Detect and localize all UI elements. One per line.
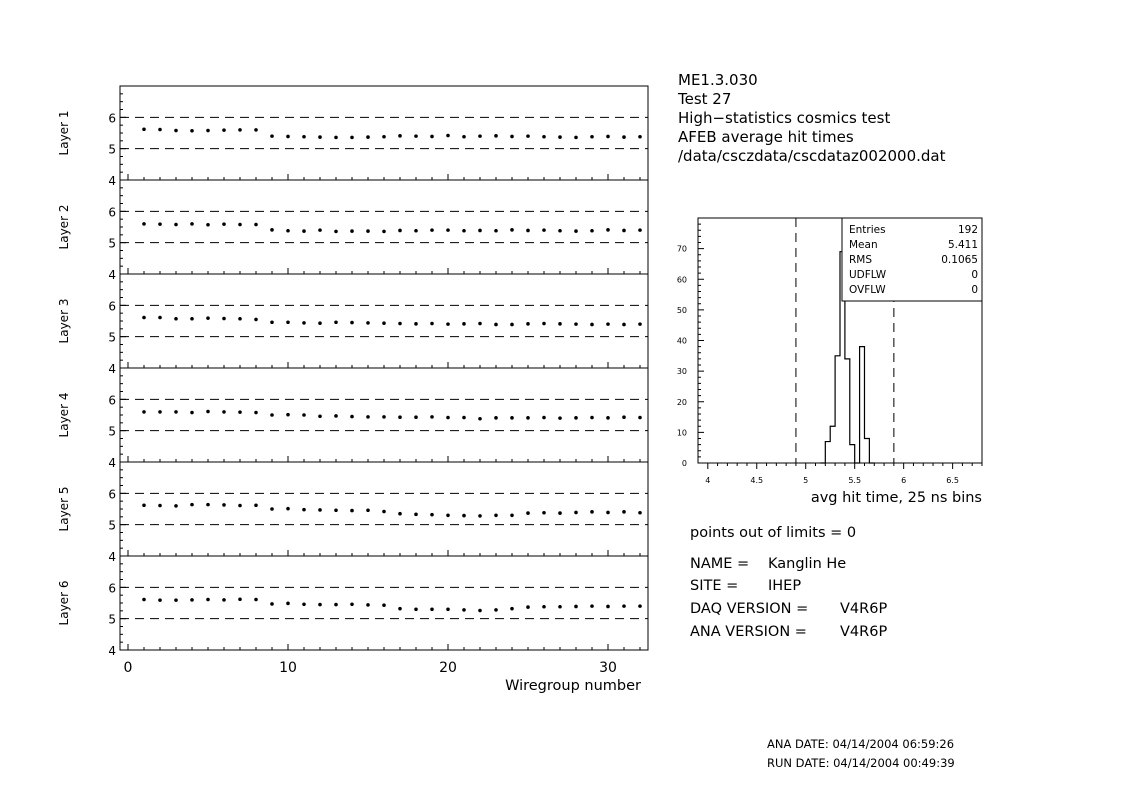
data-point [366,415,370,419]
data-point [398,415,402,419]
layer-frame [120,556,648,650]
data-point [158,598,162,602]
data-point [174,129,178,133]
data-point [462,322,466,326]
data-point [334,230,338,234]
data-point [382,321,386,325]
data-point [366,603,370,607]
histogram-bin [845,359,850,463]
data-point [270,320,274,324]
hist-x-tick-label: 5.5 [848,476,862,485]
data-point [142,410,146,414]
x-axis-label: Wiregroup number [505,678,641,694]
data-point [158,128,162,132]
layer-label: Layer 5 [57,486,71,532]
data-point [574,322,578,326]
data-point [542,416,546,420]
data-point [286,229,290,233]
data-point [510,135,514,139]
data-point [286,413,290,417]
data-point [430,322,434,326]
data-point [574,605,578,609]
y-tick-label: 5 [108,142,116,157]
data-point [174,410,178,414]
data-point [254,223,258,227]
data-point [382,135,386,139]
y-tick-label: 5 [108,236,116,251]
data-point [558,416,562,420]
data-point [574,416,578,420]
data-point [510,228,514,232]
data-file-path: /data/csczdata/cscdataz002000.dat [678,147,946,165]
data-point [366,321,370,325]
data-point [606,605,610,609]
data-point [174,317,178,321]
y-tick-label: 4 [108,174,116,188]
data-point [254,411,258,415]
data-point [558,322,562,326]
y-tick-label: 4 [108,456,116,470]
data-point [510,323,514,327]
data-point [382,415,386,419]
data-point [526,416,530,420]
stats-label-entries: Entries [849,224,886,236]
data-point [414,322,418,326]
test-description: High−statistics cosmics test [678,109,891,127]
data-point [446,607,450,611]
stats-label-udflw: UDFLW [849,269,887,281]
data-point [238,504,242,508]
data-point [254,598,258,602]
data-point [238,317,242,321]
data-point [222,410,226,414]
data-point [142,598,146,602]
daq-version-value: V4R6P [840,601,888,617]
data-point [398,607,402,611]
data-point [590,510,594,514]
x-tick-label: 30 [599,660,617,676]
y-tick-label: 5 [108,424,116,439]
hist-y-tick-label: 20 [676,397,687,407]
data-point [574,136,578,140]
data-point [446,228,450,232]
data-point [526,605,530,609]
data-point [350,602,354,606]
data-point [334,508,338,512]
data-point [462,416,466,420]
data-point [398,322,402,326]
y-tick-label: 6 [108,111,116,126]
data-point [462,135,466,139]
histogram-bin [860,347,865,463]
stats-label-ovflw: OVFLW [849,284,886,296]
data-point [286,602,290,606]
data-point [142,503,146,507]
data-point [622,415,626,419]
data-point [574,229,578,233]
data-point [190,317,194,321]
data-point [526,229,530,233]
data-point [190,129,194,133]
data-point [158,316,162,320]
data-point [270,228,274,232]
data-point [494,229,498,233]
data-point [526,134,530,138]
stats-value-udflw: 0 [971,269,978,281]
data-point [222,317,226,321]
ana-version-label: ANA VERSION = [690,624,807,640]
data-point [302,413,306,417]
data-point [238,410,242,414]
data-point [190,411,194,415]
layer-panel-2 [57,180,648,282]
x-tick-label: 10 [279,660,297,676]
data-point [606,511,610,515]
data-point [558,135,562,139]
data-point [430,513,434,517]
data-point [286,135,290,139]
data-point [190,222,194,226]
data-point [302,602,306,606]
data-point [638,228,642,232]
y-tick-label: 5 [108,612,116,627]
data-point [622,135,626,139]
data-point [462,514,466,518]
hist-y-tick-label: 0 [681,459,687,468]
data-point [510,416,514,420]
hist-y-tick-label: 10 [676,428,687,438]
data-point [574,511,578,515]
data-point [334,414,338,418]
hist-y-tick-label: 30 [676,367,687,377]
layer-panel-5 [57,462,648,564]
data-point [446,322,450,326]
data-point [398,512,402,516]
data-point [606,135,610,139]
data-point [446,134,450,138]
hist-y-tick-label: 60 [676,275,687,285]
data-point [590,323,594,327]
data-point [638,416,642,420]
stats-value-ovflw: 0 [971,284,978,296]
x-tick-label: 0 [123,660,133,676]
data-point [606,322,610,326]
y-tick-label: 6 [108,581,116,596]
data-point [190,598,194,602]
data-point [414,229,418,233]
data-point [382,510,386,514]
y-tick-label: 6 [108,393,116,408]
data-point [478,514,482,518]
site-label: SITE = [690,578,739,594]
hist-y-tick-label: 50 [676,305,687,315]
layer-frame [120,274,648,368]
y-tick-label: 5 [108,330,116,345]
data-point [206,316,210,320]
data-point [590,604,594,608]
data-point [478,134,482,138]
data-point [542,605,546,609]
data-point [622,604,626,608]
data-point [430,135,434,139]
data-point [446,416,450,420]
data-point [430,415,434,419]
data-point [606,416,610,420]
data-point [510,607,514,611]
data-point [302,508,306,512]
hist-x-tick-label: 6.5 [946,476,959,485]
data-point [510,513,514,517]
data-point [206,503,210,507]
layer-panel-4 [57,368,648,470]
histogram-bin [835,356,840,463]
data-point [206,129,210,133]
data-point [318,414,322,418]
data-point [494,323,498,327]
data-point [142,127,146,131]
histogram-bin [850,445,855,463]
data-point [350,321,354,325]
data-point [350,229,354,233]
data-point [222,222,226,226]
data-point [462,608,466,612]
data-point [478,609,482,613]
data-point [334,136,338,140]
y-tick-label: 6 [108,299,116,314]
data-point [350,136,354,140]
data-point [222,598,226,602]
data-point [254,128,258,132]
data-point [382,603,386,607]
y-tick-label: 4 [108,644,116,658]
data-point [254,503,258,507]
data-point [526,322,530,326]
data-point [142,316,146,320]
histogram-bin [864,439,869,464]
stats-label-mean: Mean [849,239,878,251]
data-point [206,223,210,227]
data-point [270,602,274,606]
data-point [350,415,354,419]
data-point [382,230,386,234]
data-point [542,135,546,139]
data-point [622,510,626,514]
data-point [334,320,338,324]
data-point [174,598,178,602]
data-point [606,228,610,232]
data-point [558,605,562,609]
data-point [318,321,322,325]
layer-panels [57,86,648,694]
data-point [494,416,498,420]
data-point [366,135,370,139]
data-point [302,321,306,325]
data-point [622,323,626,327]
data-point [558,511,562,515]
data-point [494,608,498,612]
stats-box [842,218,982,301]
data-point [542,511,546,515]
test-number: Test 27 [678,90,732,108]
hist-x-tick-label: 5 [803,476,809,485]
data-point [542,228,546,232]
data-point [414,415,418,419]
data-point [590,416,594,420]
data-point [494,134,498,138]
data-point [478,417,482,421]
run-date: RUN DATE: 04/14/2004 00:49:39 [767,756,955,770]
data-point [446,513,450,517]
data-point [318,603,322,607]
y-tick-label: 6 [108,487,116,502]
data-point [222,503,226,507]
stats-value-entries: 192 [957,224,978,236]
hist-y-tick-label: 70 [676,244,687,254]
data-point [430,607,434,611]
data-point [622,229,626,233]
layer-frame [120,462,648,556]
layer-label: Layer 6 [57,580,71,626]
data-point [238,128,242,132]
histogram-bin [830,426,835,463]
data-point [414,134,418,138]
data-point [270,134,274,138]
layer-panel-6 [57,556,648,658]
data-point [398,229,402,233]
layer-label: Layer 2 [57,204,71,250]
data-point [270,413,274,417]
stats-label-rms: RMS [849,254,873,266]
data-point [286,320,290,324]
data-point [638,322,642,326]
hist-y-tick-label: 40 [676,336,687,346]
hit-time-histogram [677,218,982,506]
data-point [318,135,322,139]
name-label: NAME = [690,556,750,572]
data-point [638,604,642,608]
data-point [238,223,242,227]
data-point [414,607,418,611]
data-point [350,509,354,513]
data-point [526,511,530,515]
data-point [174,223,178,227]
daq-version-label: DAQ VERSION = [690,601,809,617]
data-point [158,410,162,414]
name-value: Kanglin He [768,556,847,572]
data-point [190,503,194,507]
layer-panel-3 [57,274,648,376]
data-point [398,134,402,138]
chamber-id: ME1.3.030 [678,71,758,89]
data-point [206,598,210,602]
data-point [590,229,594,233]
data-point [478,322,482,326]
y-tick-label: 4 [108,362,116,376]
points-out-of-limits: points out of limits = 0 [690,525,857,541]
data-point [318,508,322,512]
data-point [254,318,258,322]
data-point [158,504,162,508]
data-point [286,507,290,511]
data-point [174,504,178,508]
stats-value-mean: 5.411 [947,239,978,251]
data-point [462,229,466,233]
data-point [270,507,274,511]
layer-frame [120,86,648,180]
site-value: IHEP [768,578,802,594]
data-point [238,597,242,601]
y-tick-label: 4 [108,268,116,282]
stats-value-rms: 0.1065 [941,254,978,266]
data-point [366,508,370,512]
data-point [494,513,498,517]
data-point [478,229,482,233]
plot-description: AFEB average hit times [678,128,854,146]
hist-x-axis-label: avg hit time, 25 ns bins [810,490,982,506]
y-tick-label: 4 [108,550,116,564]
y-tick-label: 5 [108,518,116,533]
data-point [222,128,226,132]
hist-x-tick-label: 6 [901,476,907,485]
data-point [302,135,306,139]
data-point [590,135,594,139]
data-point [302,229,306,233]
hist-x-tick-label: 4 [705,476,711,485]
data-point [366,229,370,233]
data-point [206,410,210,414]
data-point [318,228,322,232]
data-point [158,222,162,226]
layer-frame [120,368,648,462]
y-tick-label: 6 [108,205,116,220]
ana-version-value: V4R6P [840,624,888,640]
x-tick-label: 20 [439,660,457,676]
data-point [542,322,546,326]
layer-label: Layer 3 [57,298,71,344]
data-point [638,511,642,515]
data-point [430,228,434,232]
layer-label: Layer 4 [57,392,71,438]
data-point [334,603,338,607]
data-point [414,513,418,517]
data-point [142,222,146,226]
hist-x-tick-label: 4.5 [750,476,764,485]
ana-date: ANA DATE: 04/14/2004 06:59:26 [767,737,955,751]
layer-frame [120,180,648,274]
data-point [558,229,562,233]
layer-label: Layer 1 [57,110,71,156]
histogram-bin [825,442,830,463]
layer-panel-1 [57,86,648,188]
data-point [638,135,642,139]
